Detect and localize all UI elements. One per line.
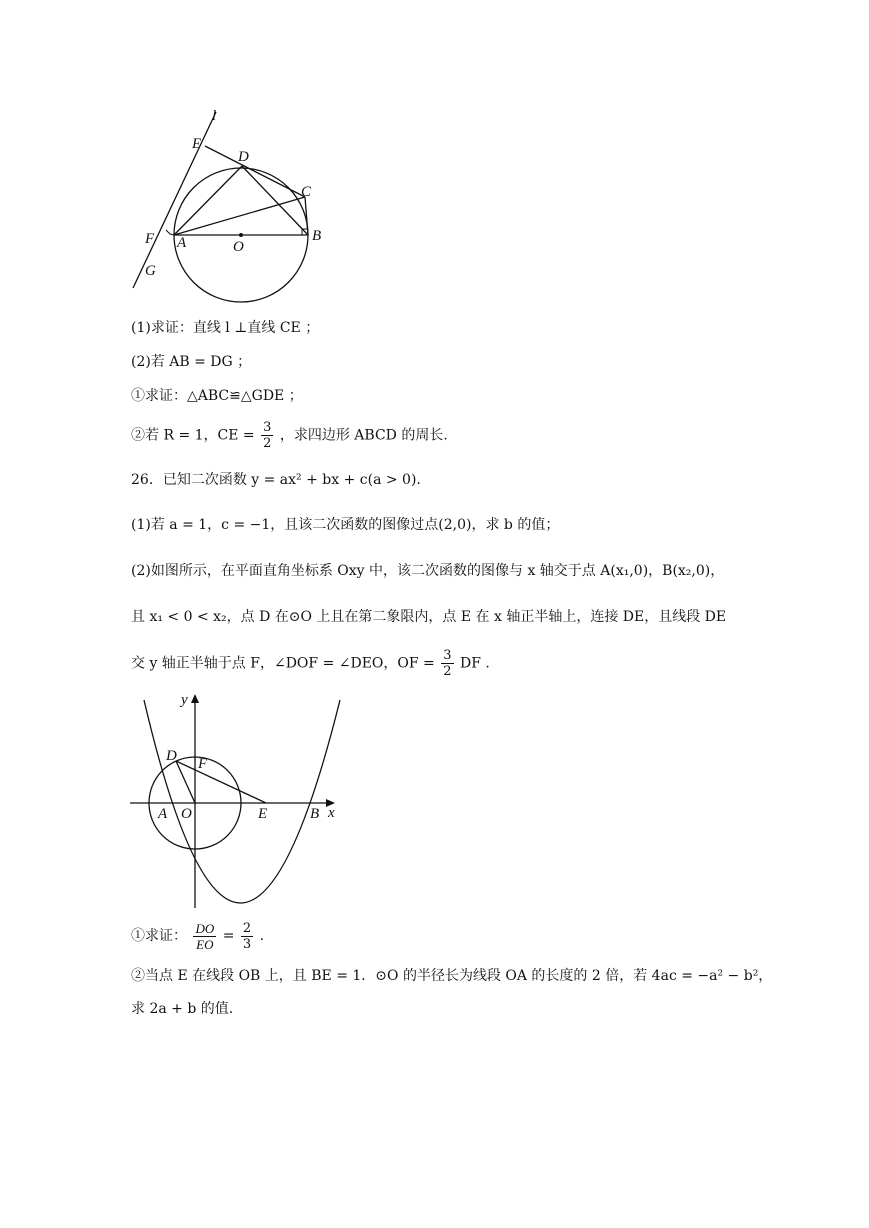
fraction-2-3: $\frac{2}{3}$ — [242, 920, 252, 952]
label-d: D — [238, 149, 249, 165]
fraction-do-eo: $\frac{DO}{EO}$ — [195, 920, 215, 952]
label-e: E — [192, 136, 202, 152]
center-point-o — [239, 233, 243, 237]
segment-do — [176, 761, 195, 803]
label-y: y — [181, 692, 188, 708]
label-l: l — [212, 108, 217, 124]
q26-sub2-line2: 求 2a + b 的值. — [131, 1001, 234, 1017]
label-d: D — [166, 748, 177, 764]
geometry-figure-circle — [128, 108, 338, 308]
q26-sub2-line1: ②当点 E 在线段 OB 上，且 BE = 1．⊙O 的半径长为线段 OA 的长度的 2 倍，若 4ac = −a² − b²， — [131, 968, 773, 984]
label-x: x — [328, 805, 335, 821]
label-f: F — [198, 756, 208, 772]
fraction-3-2b: $\frac{3}{2}$ — [443, 648, 452, 679]
q26-part2-line1: (2)如图所示，在平面直角坐标系 Oxy 中，该二次函数的图像与 x 轴交于点 A(x₁,0)，B(x₂,0)， — [131, 563, 725, 579]
q26-part1: (1)若 a = 1，c = −1，且该二次函数的图像过点(2,0)，求 b 的值； — [131, 517, 560, 533]
parabola-curve — [144, 700, 340, 903]
coordinate-figure-parabola — [128, 686, 353, 916]
label-c: C — [301, 184, 312, 200]
label-a: A — [158, 806, 168, 822]
line-l — [133, 112, 216, 288]
label-b: B — [310, 806, 320, 822]
label-f: F — [145, 231, 155, 247]
q26-part2-line2: 且 x₁ < 0 < x₂，点 D 在⊙O 上且在第二象限内，点 E 在 x 轴正半轴上，连接 DE，且线段 DE — [131, 609, 727, 625]
label-a: A — [177, 235, 187, 251]
q26-title: 26．已知二次函数 y = ax² + bx + c(a > 0). — [131, 472, 421, 488]
fraction-3-2: $\frac{3}{2}$ — [263, 420, 272, 451]
label-o: O — [233, 239, 244, 255]
q25-part1: (1)求证：直线 l ⊥直线 CE ； — [131, 320, 320, 336]
q25-part2b: ②若 R = 1，CE = $\frac{3}{2}$ ，求四边形 ABCD 的周长. — [131, 420, 448, 451]
q26-part2-line3: 交 y 轴正半轴于点 F，∠DOF = ∠DEO，OF = $\frac{3}{2}$ DF . — [131, 648, 490, 679]
label-o: O — [181, 806, 192, 822]
q26-sub1: ①求证： $\frac{DO}{EO}$ = $\frac{2}{3}$ . — [131, 920, 265, 952]
q25-part2: (2)若 AB = DG ； — [131, 354, 252, 370]
segment-ac — [174, 197, 305, 235]
label-b: B — [312, 228, 322, 244]
segment-de — [176, 761, 266, 803]
right-angle-mark-f — [166, 230, 174, 235]
y-axis-arrow — [191, 694, 199, 703]
q25-part2a: ①求证：△ABC≌△GDE ； — [131, 388, 303, 404]
label-e: E — [258, 806, 268, 822]
label-g: G — [145, 263, 156, 279]
